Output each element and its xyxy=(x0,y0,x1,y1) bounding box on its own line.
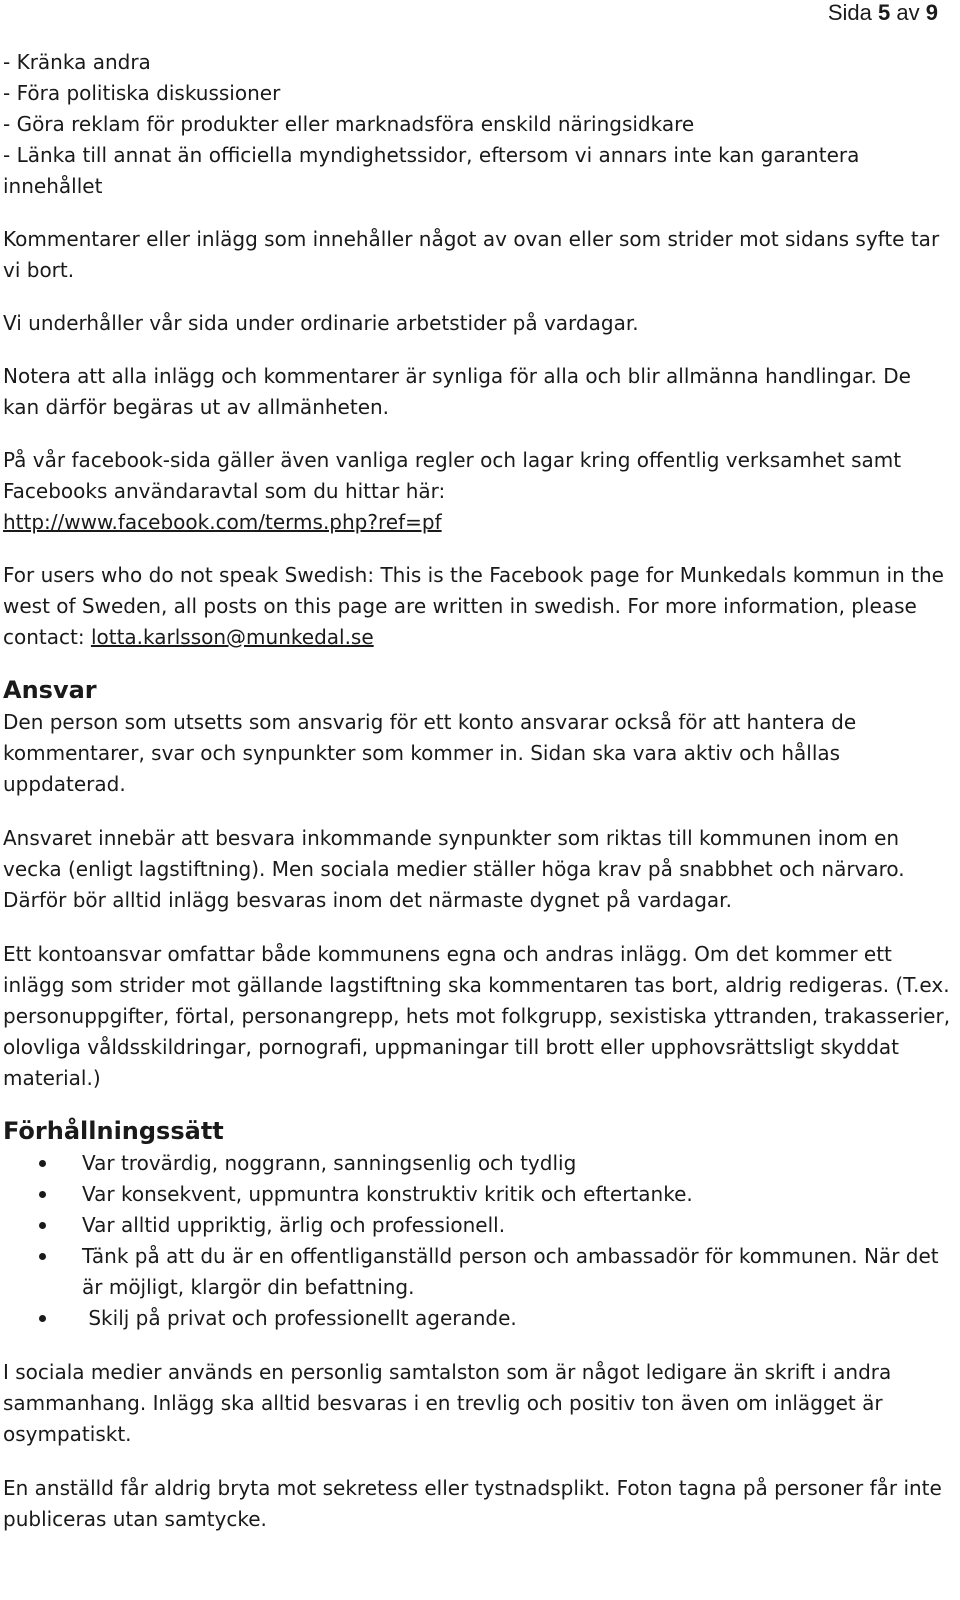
document-body xyxy=(3,47,953,1535)
dash-list-item: - Kränka andra xyxy=(3,50,151,74)
english-info-text: For users who do not speak Swedish: This is the Facebook page for Munkedals kommun in the west of Sweden, all posts on this page are written in swedish. For more information, please contact: xyxy=(3,563,944,649)
confidentiality-paragraph: En anställd får aldrig bryta mot sekretess eller tystnadsplikt. Foton tagna på personer får inte publiceras utan samtycke. xyxy=(3,1476,942,1531)
list-item-text: Var konsekvent, uppmuntra konstruktiv kritik och eftertanke. xyxy=(82,1182,693,1206)
ansvar-heading: Ansvar xyxy=(3,676,97,704)
bullet-icon xyxy=(39,1222,46,1229)
dash-list xyxy=(3,47,953,202)
list-item xyxy=(3,1241,953,1303)
list-item xyxy=(3,1148,953,1179)
dash-list-item: - Göra reklam för produkter eller marknadsföra enskild näringsidkare xyxy=(3,112,695,136)
page-label: Sida xyxy=(827,0,872,25)
list-item-text: Tänk på att du är en offentliganställd person och ambassadör för kommunen. När det är möjligt, klargör din befattning. xyxy=(82,1244,939,1299)
ansvar-paragraph: Ett kontoansvar omfattar både kommunens egna och andras inlägg. Om det kommer ett inlägg som strider mot gällande lagstiftning ska kommentaren tas bort, aldrig redigeras. (T.ex. personuppgifter, förtal, personangrepp, hets mot folkgrupp, sexistiska yttranden, trakasserier, olovliga våldsskildringar, pornografi, uppmaningar till brott eller upphovsrättsligt skyddat material.) xyxy=(3,942,951,1090)
forhallningssatt-heading: Förhållningssätt xyxy=(3,1117,224,1145)
page-of-label: av xyxy=(896,0,920,25)
dash-list-item: - Länka till annat än officiella myndighetssidor, eftersom vi annars inte kan garantera innehållet xyxy=(3,143,860,198)
removal-policy-paragraph: Kommentarer eller inlägg som innehåller något av ovan eller som strider mot sidans syfte tar vi bort. xyxy=(3,227,940,282)
ansvar-paragraph: Den person som utsetts som ansvarig för ett konto ansvarar också för att hantera de kommentarer, svar och synpunkter som kommer in. Sidan ska vara aktiv och hållas uppdaterad. xyxy=(3,710,857,796)
public-records-paragraph: Notera att alla inlägg och kommentarer är synliga för alla och blir allmänna handlingar. De kan därför begäras ut av allmänheten. xyxy=(3,364,911,419)
page-number-header xyxy=(828,0,938,28)
ansvar-paragraph: Ansvaret innebär att besvara inkommande synpunkter som riktas till kommunen inom en vecka (enligt lagstiftning). Men sociala medier ställer höga krav på snabbhet och närvaro. Därför bör alltid inlägg besvaras inom det närmaste dygnet på vardagar. xyxy=(3,826,905,912)
current-page: 5 xyxy=(878,0,891,25)
english-info-paragraph xyxy=(3,560,953,653)
bullet-icon xyxy=(39,1253,46,1260)
tone-paragraph: I sociala medier används en personlig samtalston som är något ledigare än skrift i andra sammanhang. Inlägg ska alltid besvaras i en trevlig och positiv ton även om inlägget är osympatiskt. xyxy=(3,1360,892,1446)
contact-email-link[interactable]: lotta.karlsson@munkedal.se xyxy=(90,625,374,649)
list-item-text: Skilj på privat och professionellt agerande. xyxy=(82,1306,517,1330)
list-item xyxy=(3,1210,953,1241)
list-item-text: Var trovärdig, noggrann, sanningsenlig och tydlig xyxy=(82,1151,577,1175)
bullet-icon xyxy=(39,1191,46,1198)
facebook-rules-text: På vår facebook-sida gäller även vanliga regler och lagar kring offentlig verksamhet samt Facebooks användaravtal som du hittar här: xyxy=(3,448,902,503)
total-pages: 9 xyxy=(925,0,938,25)
bullet-icon xyxy=(39,1315,46,1322)
guideline-bullet-list xyxy=(3,1148,953,1334)
facebook-terms-link[interactable]: http://www.facebook.com/terms.php?ref=pf xyxy=(3,510,442,534)
facebook-rules-paragraph xyxy=(3,445,953,538)
dash-list-item: - Föra politiska diskussioner xyxy=(3,81,281,105)
list-item xyxy=(3,1303,953,1334)
list-item-text: Var alltid uppriktig, ärlig och professionell. xyxy=(82,1213,506,1237)
bullet-icon xyxy=(39,1160,46,1167)
maintenance-paragraph: Vi underhåller vår sida under ordinarie arbetstider på vardagar. xyxy=(3,311,639,335)
list-item xyxy=(3,1179,953,1210)
